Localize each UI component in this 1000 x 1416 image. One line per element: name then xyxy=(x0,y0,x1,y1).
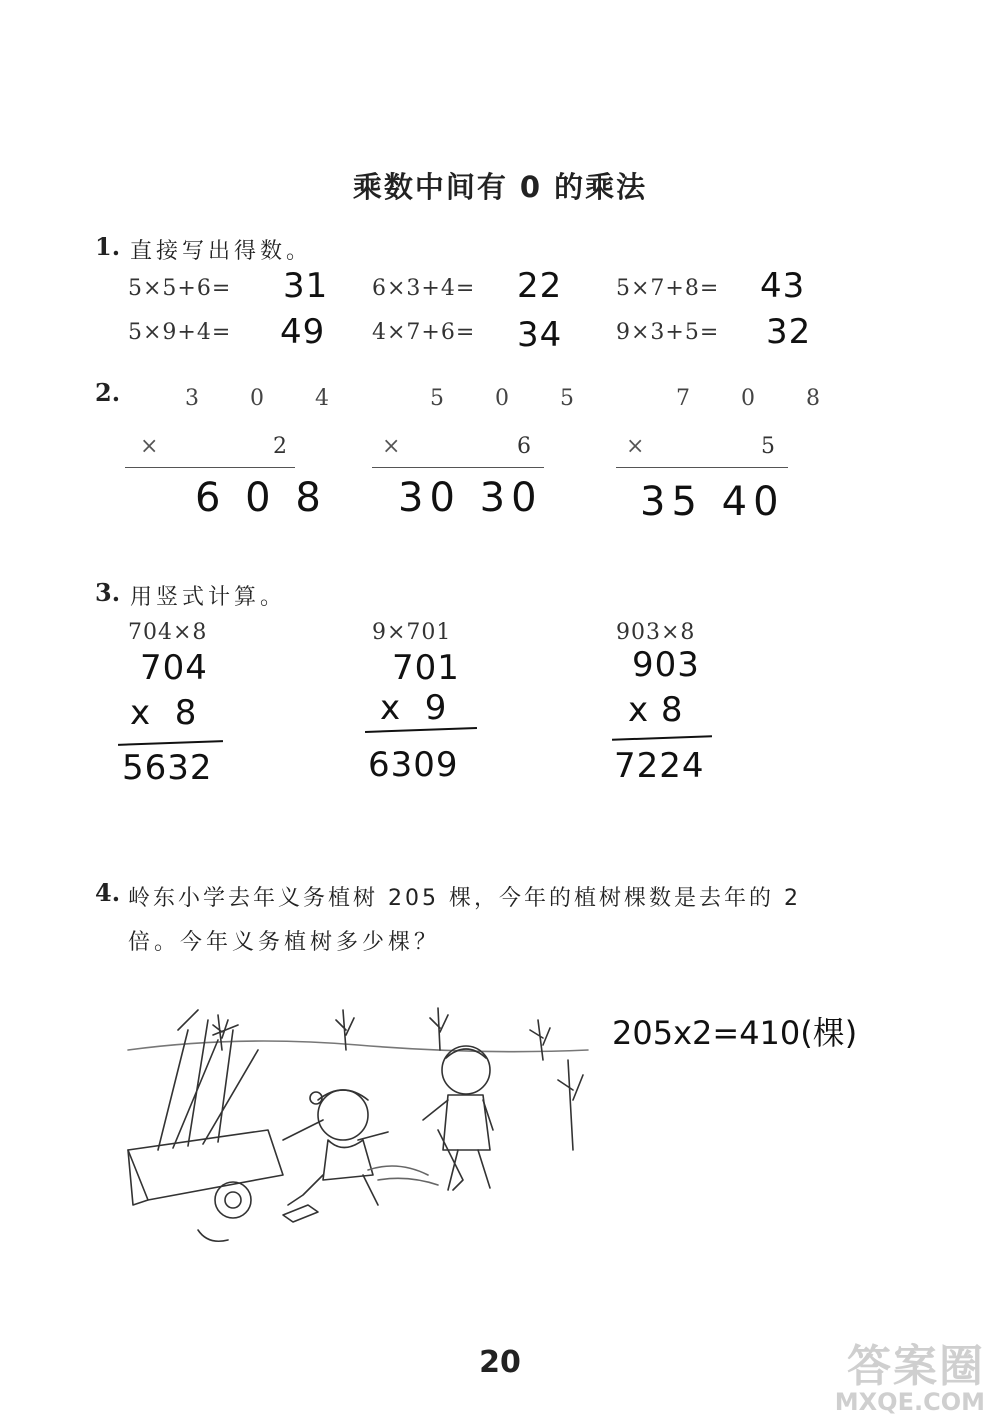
tree-planting-illustration xyxy=(118,990,598,1260)
q3-line2: x 9 xyxy=(380,688,448,728)
q1-answer: 49 xyxy=(280,312,326,352)
q1-number: 1. xyxy=(95,232,121,261)
q3-line1: 903 xyxy=(632,645,700,685)
q1-instruction: 直接写出得数。 xyxy=(130,239,313,264)
times-sign: × xyxy=(626,434,646,459)
q3-answer: 6309 xyxy=(368,745,459,785)
q2-multiplicand: 3 0 4 xyxy=(185,386,351,411)
q2-rule xyxy=(372,467,544,468)
q4-answer: 205x2=410(棵) xyxy=(612,1014,858,1052)
q1-expr: 9×3+5= xyxy=(616,320,720,345)
q2-answer: 30 30 xyxy=(398,475,543,521)
q3-expr: 9×701 xyxy=(372,620,452,645)
q2-number: 2. xyxy=(95,378,121,407)
q3-expr: 903×8 xyxy=(616,620,696,645)
q3-line2: x 8 xyxy=(628,690,684,730)
watermark-logo-text: 答案圈 xyxy=(847,1341,985,1392)
watermark-url: MXQE.COM xyxy=(834,1388,985,1416)
q2-multiplier: 6 xyxy=(517,434,532,459)
q3-line1: 701 xyxy=(392,648,460,688)
q1-expr: 5×7+8= xyxy=(616,276,720,301)
q1-answer: 31 xyxy=(283,266,329,306)
q4-text-line1: 岭东小学去年义务植树 205 棵，今年的植树棵数是去年的 2 xyxy=(128,886,801,911)
q2-multiplicand: 7 0 8 xyxy=(676,386,842,411)
q3-instruction: 用竖式计算。 xyxy=(130,585,287,610)
q3-number: 3. xyxy=(95,578,121,607)
page-number: 20 xyxy=(479,1345,521,1380)
q1-answer: 43 xyxy=(760,266,806,306)
q1-expr: 5×9+4= xyxy=(128,320,232,345)
q2-rule xyxy=(125,467,295,468)
q2-answer: 35 40 xyxy=(640,479,785,525)
q1-expr: 6×3+4= xyxy=(372,276,476,301)
q3-expr: 704×8 xyxy=(128,620,208,645)
q1-expr: 5×5+6= xyxy=(128,276,232,301)
q3-line2: x 8 xyxy=(130,693,198,733)
q2-multiplicand: 5 0 5 xyxy=(430,386,596,411)
watermark xyxy=(835,1330,985,1416)
q1-answer: 34 xyxy=(517,315,563,355)
q3-line1: 704 xyxy=(140,648,208,688)
q2-multiplier: 5 xyxy=(761,434,776,459)
q3-answer: 5632 xyxy=(122,748,213,788)
q4-text-line2: 倍。今年义务植树多少棵？ xyxy=(128,930,441,955)
q2-answer: 6 0 8 xyxy=(195,475,327,521)
q1-answer: 22 xyxy=(517,266,563,306)
q3-rule xyxy=(612,735,712,740)
q3-rule xyxy=(118,740,223,746)
q1-expr: 4×7+6= xyxy=(372,320,476,345)
q3-answer: 7224 xyxy=(614,746,705,786)
times-sign: × xyxy=(382,434,402,459)
times-sign: × xyxy=(140,434,160,459)
q2-rule xyxy=(616,467,788,468)
q2-multiplier: 2 xyxy=(273,434,288,459)
q4-number: 4. xyxy=(95,878,121,907)
page-title: 乘数中间有 0 的乘法 xyxy=(352,170,648,204)
q1-answer: 32 xyxy=(766,312,812,352)
